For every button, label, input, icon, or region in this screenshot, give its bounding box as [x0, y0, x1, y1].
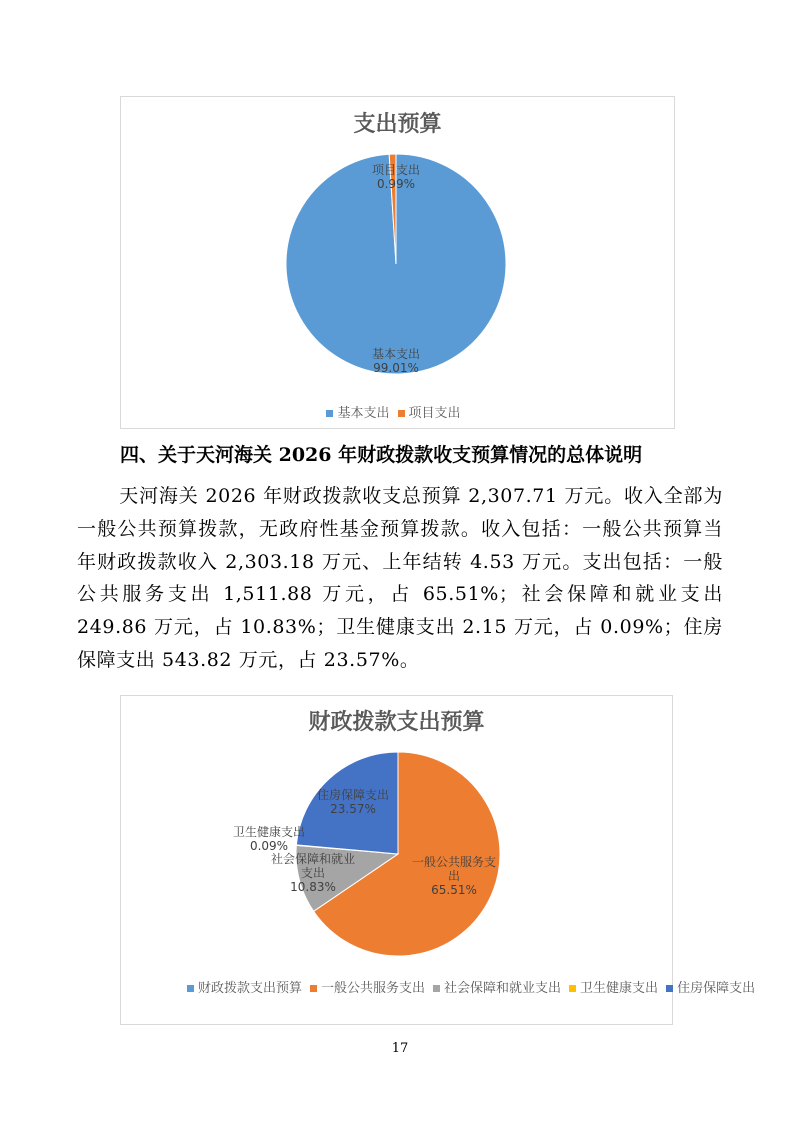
- chart-title: 支出预算: [353, 112, 442, 137]
- legend-swatch: [433, 985, 440, 992]
- legend-swatch: [326, 410, 333, 417]
- fiscal-appropriation-chart: [120, 695, 756, 1025]
- legend-label: 社会保障和就业支出: [444, 981, 562, 996]
- chart-legend: [187, 978, 756, 1000]
- legend-item: [310, 978, 425, 1000]
- expenditure-budget-chart: [120, 96, 675, 429]
- legend-label: 一般公共服务支出: [321, 981, 426, 996]
- slice-value-label: 0.99%: [376, 177, 416, 191]
- slice-value-label: 23.57%: [330, 802, 376, 816]
- slice-category-label: 基本支出: [371, 347, 421, 361]
- chart-legend: [121, 402, 674, 421]
- legend-swatch: [666, 985, 673, 992]
- slice-value-label: 65.51%: [431, 883, 477, 897]
- slice-value-label: 0.09%: [249, 839, 289, 853]
- legend-item: [433, 978, 561, 1000]
- slice-category-label: 一般公共服务支: [411, 855, 497, 869]
- pie-chart-svg: [121, 696, 674, 1026]
- slice-category-label: 支出: [300, 866, 326, 880]
- chart-title: 财政拨款支出预算: [308, 710, 485, 735]
- slice-category-label: 卫生健康支出: [232, 825, 306, 839]
- legend-item: [569, 978, 658, 1000]
- slice-category-label: 住房保障支出: [316, 788, 390, 802]
- legend-label: 住房保障支出: [677, 981, 756, 996]
- legend-item: [666, 978, 755, 1000]
- section-heading: 四、关于天河海关 2026 年财政拨款收支预算情况的总体说明: [120, 444, 643, 466]
- legend-label: 卫生健康支出: [580, 981, 659, 996]
- legend-swatch: [310, 985, 317, 992]
- legend-swatch: [569, 985, 576, 992]
- legend-swatch: [398, 410, 405, 417]
- legend-label: 基本支出: [337, 406, 390, 421]
- paragraph-text: 天河海关 2026 年财政拨款收支总预算 2,307.71 万元。收入全部为一般公共预算拨款，无政府性基金预算拨款。收入包括：一般公共预算当年财政拨款收入 2,303.18 万元、上年结转 4.53 万元。支出包括：一般公共服务支出 1,511.88 万元，占 65.51%；社会保障和就业支出 249.86 万元，占 10.83%；卫生健康支出 2.15 万元，占 0.09%；住房保障支出 543.82 万元，占 23.57%。: [77, 485, 723, 671]
- legend-label: 财政拨款支出预算: [198, 981, 303, 996]
- slice-category-label: 出: [447, 869, 461, 883]
- legend-item: [187, 978, 302, 1000]
- legend-swatch: [187, 985, 194, 992]
- slice-category-label: 项目支出: [371, 163, 421, 177]
- slice-value-label: 10.83%: [290, 880, 336, 894]
- body-paragraph: [77, 480, 723, 677]
- legend-label: 项目支出: [408, 406, 461, 421]
- pie-chart-svg: [121, 97, 676, 430]
- slice-value-label: 99.01%: [373, 361, 419, 375]
- legend-item: [398, 402, 461, 421]
- legend-item: [326, 402, 389, 421]
- page-number: 17: [391, 1041, 409, 1056]
- slice-category-label: 社会保障和就业: [270, 852, 356, 866]
